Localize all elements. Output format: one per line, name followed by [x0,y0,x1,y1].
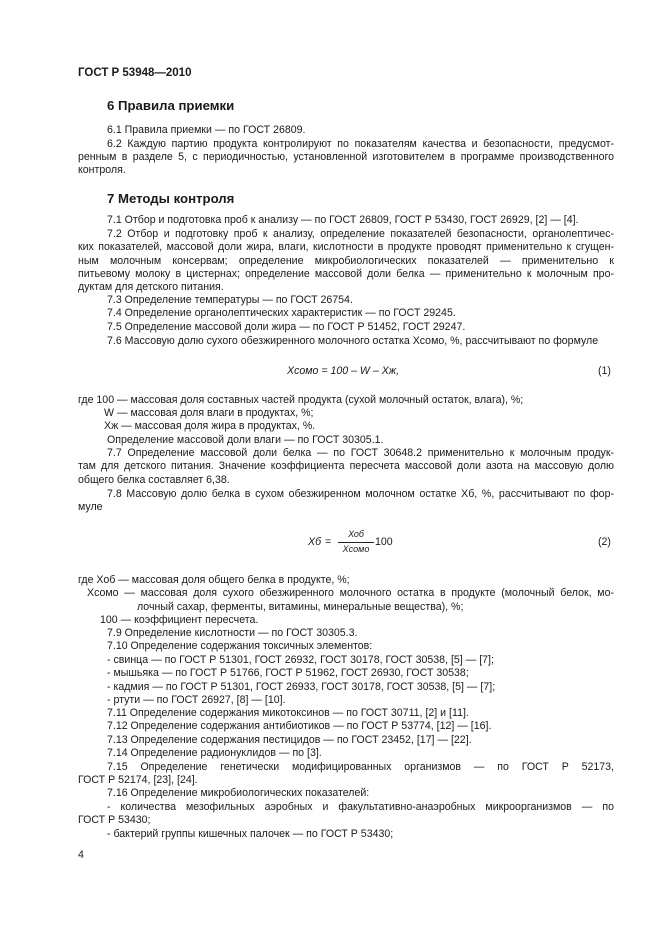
document-header: ГОСТ Р 53948—2010 [78,67,192,79]
formula-2-number: (2) [598,536,611,548]
text-line: 7.9 Определение кислотности — по ГОСТ 30305.3. [107,627,358,639]
text-line: Хж — массовая доля жира в продуктах, %. [104,420,316,432]
text-line: 7.12 Определение содержания антибиотиков — по ГОСТ Р 53774, [12] — [16]. [107,720,492,732]
formula-2-numerator: Хоб [348,529,364,539]
formula-1-number: (1) [598,365,611,377]
text-line: 7.15 Определение генетически модифицированных организмов — по ГОСТ Р 52173, [107,761,614,773]
text-line: ным молочным консервам; определение микробиологических показателей — применительно к [78,255,614,267]
formula-2-factor: 100 [375,536,393,548]
text-line: 7.13 Определение содержания пестицидов — по ГОСТ 23452, [17] — [22]. [107,734,472,746]
text-line: общего белка составляет 6,38. [78,474,230,486]
formula-2-lhs: Хб [308,536,322,548]
paragraph-6-1: 6.1 Правила приемки — по ГОСТ 26809. [107,124,306,136]
page-number: 4 [78,849,84,861]
text-line: Определение массовой доли влаги — по ГОСТ 30305.1. [107,434,384,446]
text-line: лочный сахар, ферменты, витамины, минеральные вещества), %; [137,601,464,613]
formula-2 [308,530,398,556]
text-line: дуктам для детского питания. [78,281,224,293]
text-line: 7.10 Определение содержания токсичных элементов: [107,640,373,652]
text-line: 7.1 Отбор и подготовка проб к анализу — по ГОСТ 26809, ГОСТ Р 53430, ГОСТ 26929, [2] — [4]. [107,214,579,226]
paragraph-6-2-line: контроля. [78,164,126,176]
paragraph-6-2-line: ренным в разделе 5, с периодичностью, установленной изготовителем в программе производственного [78,151,614,163]
text-line: 7.16 Определение микробиологических показателей: [107,787,370,799]
text-line: ких показателей, массовой доли жира, влаги, кислотности в продукте проводят применительно к сгущен- [78,241,614,253]
text-line: 7.4 Определение органолептических характеристик — по ГОСТ 29245. [107,307,456,319]
text-line: Хсомо — массовая доля сухого обезжиренного молочного остатка в продукте (молочный белок, мо- [87,587,614,599]
text-line: там для детского питания. Значение коэффициента пересчета массовой доли азота на массовую долю [78,460,614,472]
section-7-title: 7 Методы контроля [107,191,235,206]
text-line: где Хоб — массовая доля общего белка в продукте, %; [78,574,350,586]
text-line: W — массовая доля влаги в продуктах, %; [104,407,314,419]
list-item: - бактерий группы кишечных палочек — по ГОСТ Р 53430; [107,828,394,840]
list-item: - кадмия — по ГОСТ Р 51301, ГОСТ 26933, ГОСТ 30178, ГОСТ 30538, [5] — [7]; [107,681,496,693]
text-line: 7.11 Определение содержания микотоксинов — по ГОСТ 30711, [2] и [11]. [107,707,469,719]
list-item: - количества мезофильных аэробных и факультативно-анаэробных микроорганизмов — по [107,801,614,813]
list-item: - ртути — по ГОСТ 26927, [8] — [10]. [107,694,286,706]
text-line: 100 — коэффициент пересчета. [100,614,259,626]
list-item: - свинца — по ГОСТ Р 51301, ГОСТ 26932, ГОСТ 30178, ГОСТ 30538, [5] — [7]; [107,654,494,666]
text-line: ГОСТ Р 53430; [78,814,151,826]
formula-1: Хсомо = 100 – W – Хж, [287,365,400,377]
text-line: 7.5 Определение массовой доли жира — по ГОСТ Р 51452, ГОСТ 29247. [107,321,466,333]
list-item: - мышьяка — по ГОСТ Р 51766, ГОСТ Р 51962, ГОСТ 26930, ГОСТ 30538; [107,667,469,679]
text-line: 7.3 Определение температуры — по ГОСТ 26754. [107,294,353,306]
text-line: 7.14 Определение радионуклидов — по [3]. [107,747,322,759]
formula-2-denominator: Хсомо [342,544,370,554]
text-line: питьевому молоку в цистернах; определение массовой доли белка — применительно к молочным про- [78,268,614,280]
text-line: 7.2 Отбор и подготовку проб к анализу, определение показателей безопасности, органолептичес- [107,228,614,240]
section-6-title: 6 Правила приемки [107,98,235,113]
text-line: 7.7 Определение массовой доли белка — по ГОСТ 30648.2 применительно к молочным продук- [107,447,614,459]
text-line: ГОСТ Р 52174, [23], [24]. [78,774,198,786]
text-line: 7.6 Массовую долю сухого обезжиренного молочного остатка Хсомо, %, рассчитывают по формуле [107,335,599,347]
text-line: где 100 — массовая доля составных частей продукта (сухой молочный остаток, влага), %; [78,394,524,406]
paragraph-6-2-line: 6.2 Каждую партию продукта контролируют по показателям качества и безопасности, предусмот- [107,138,614,150]
text-line: 7.8 Массовую долю белка в сухом обезжиренном молочном остатке Хб, %, рассчитывают по фор- [107,488,614,500]
text-line: муле [78,501,103,513]
fraction-bar [338,542,374,543]
formula-2-equals: = [325,536,332,548]
